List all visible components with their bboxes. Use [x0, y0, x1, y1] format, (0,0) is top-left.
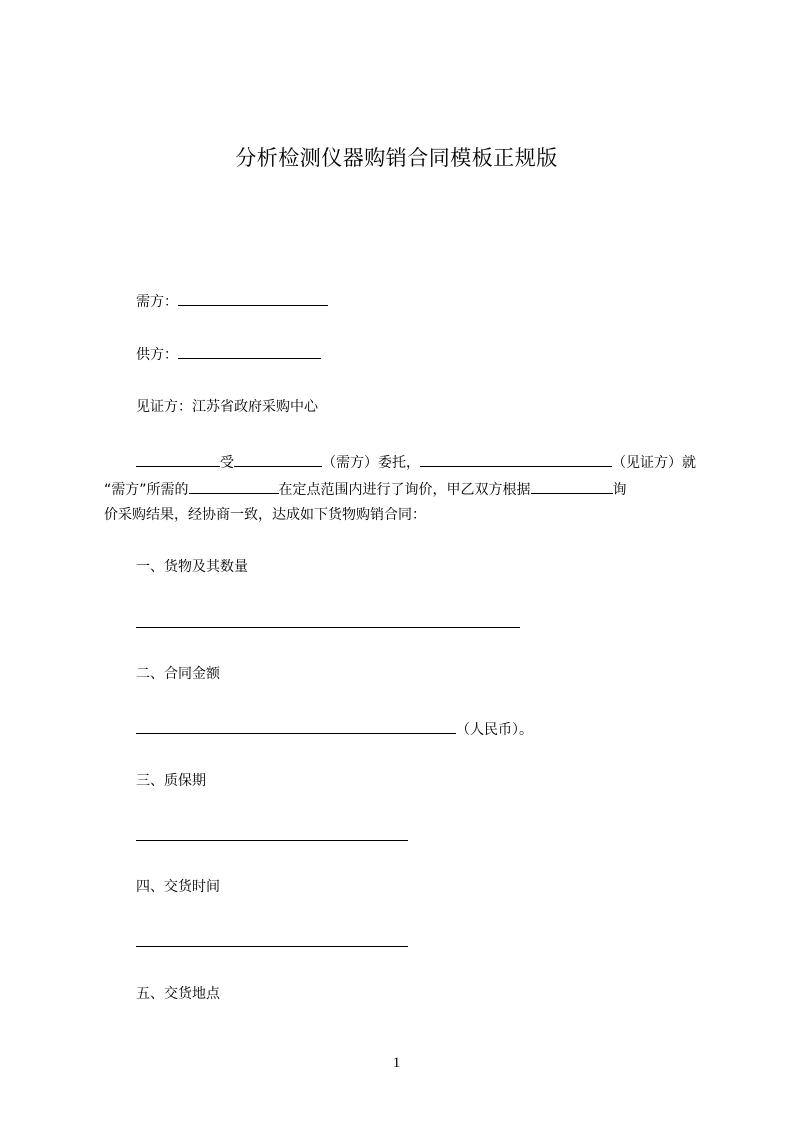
intro-text-2: （需方）委托，: [322, 455, 420, 471]
intro-text-6: 询: [612, 482, 627, 498]
section-1-blank[interactable]: [136, 627, 520, 628]
intro-line-3: 价采购结果，经协商一致，达成如下货物购销合同：: [104, 507, 426, 523]
page-number: 1: [392, 1055, 401, 1071]
intro-blank-4[interactable]: [189, 478, 279, 494]
section-2-suffix: （人民币）。: [456, 722, 533, 738]
intro-blank-5[interactable]: [531, 478, 613, 494]
section-3-heading: 三、质保期: [136, 773, 206, 789]
section-4-blank[interactable]: [136, 946, 408, 947]
section-3-blank[interactable]: [136, 840, 408, 841]
intro-text-3: （见证方）就: [612, 455, 696, 471]
section-5-heading: 五、交货地点: [136, 986, 220, 1002]
intro-blank-3[interactable]: [420, 451, 612, 467]
intro-line-1: [136, 451, 696, 473]
supplier-line: [136, 343, 321, 365]
witness-line: 见证方：江苏省政府采购中心: [136, 399, 318, 415]
section-4-heading: 四、交货时间: [136, 879, 220, 895]
buyer-label: 需方：: [136, 294, 178, 310]
intro-blank-2[interactable]: [234, 451, 322, 467]
document-title: 分析检测仪器购销合同模板正规版: [235, 146, 558, 170]
section-2-blank[interactable]: [136, 718, 456, 734]
supplier-label: 供方：: [136, 347, 178, 363]
supplier-blank[interactable]: [178, 343, 321, 359]
section-1-heading: 一、货物及其数量: [136, 559, 248, 575]
intro-text-1: 受: [220, 455, 234, 471]
section-2-heading: 二、合同金额: [136, 666, 220, 682]
intro-text-5: 在定点范围内进行了询价，甲乙双方根据: [278, 482, 531, 498]
intro-text-4: “需方”所需的: [104, 482, 189, 498]
intro-line-2: [104, 478, 627, 500]
section-2-amount-line: [136, 718, 533, 740]
buyer-blank[interactable]: [178, 290, 328, 306]
buyer-line: [136, 290, 328, 312]
intro-blank-1[interactable]: [136, 451, 220, 467]
